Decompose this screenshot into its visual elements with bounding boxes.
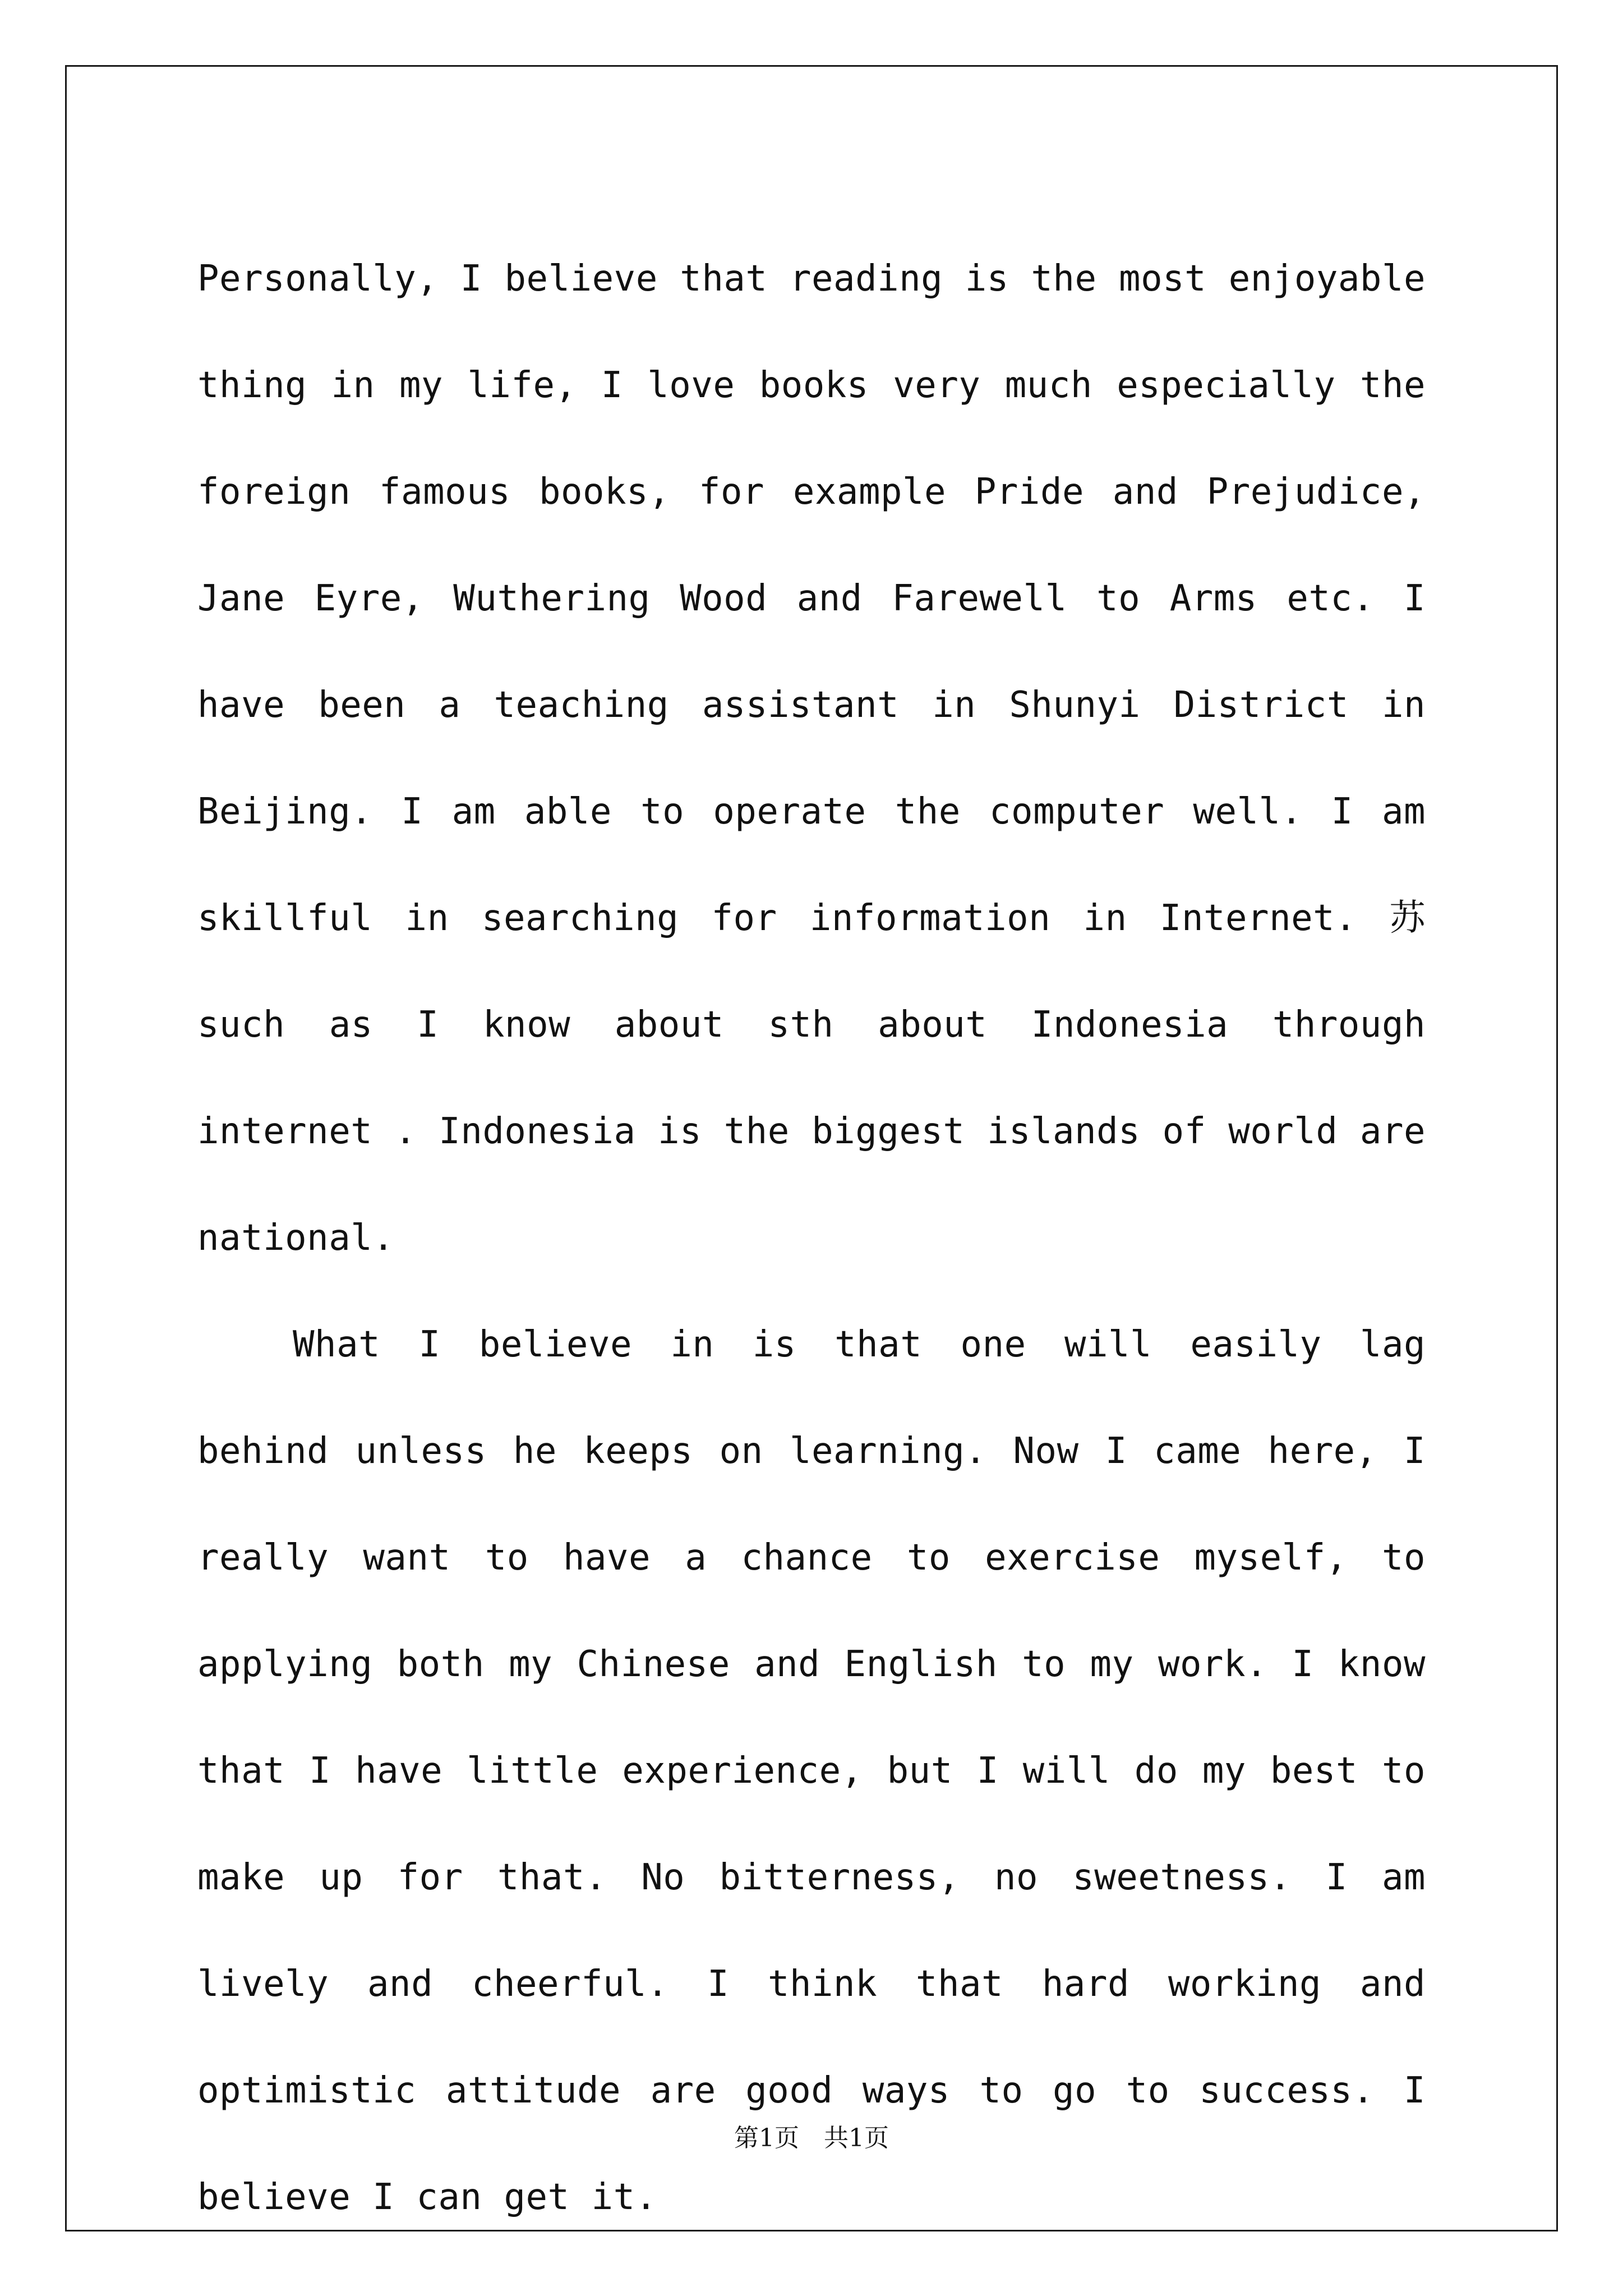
paragraph-2: What I believe in is that one will easily lag behind unless he keeps on learning. Now I came here, I really want to have a chance to exercise myself, to applying both my Chinese and English to my work. I know that I have little experience, but I will do my best to make up for that. No bitterness, no sweetness. I am lively and cheerful. I think that hard working and optimistic attitude are good ways to go to success. I believe I can get it. xyxy=(197,1324,1426,2218)
document-body xyxy=(197,226,1426,2251)
page-number-footer: 第1页 共1页 xyxy=(734,2124,889,2152)
paragraph-1: Personally, I believe that reading is the most enjoyable thing in my life, I love books very much especially the foreign famous books, for example Pride and Prejudice, Jane Eyre, Wuthering Wood and Farewell to Arms etc. I have been a teaching assistant in Shunyi District in Beijing. I am able to operate the computer well. I am skillful in searching for information in Internet. 苏 such as I know about sth about Indonesia through internet . Indonesia is the biggest islands of world are national. xyxy=(197,258,1426,1259)
